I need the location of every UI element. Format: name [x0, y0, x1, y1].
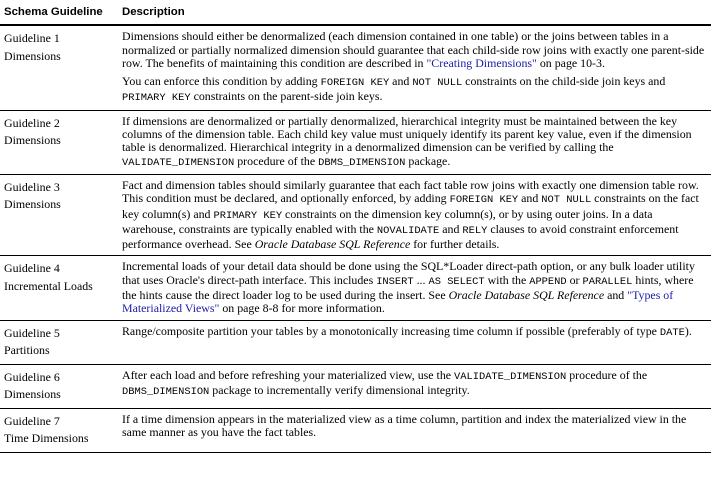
code-span: APPEND	[529, 275, 567, 288]
text-span: Incremental loads of your detail data should be done using the SQL*Loader direct-path option, or any bulk loader utility that uses Oracle's direct-path interface. This includes	[122, 259, 695, 287]
text-span: constraints on the child-side join keys and	[462, 74, 666, 89]
description-cell	[118, 256, 711, 320]
code-span: NOT NULL	[541, 194, 592, 207]
table-row	[0, 25, 711, 110]
description-paragraph	[122, 260, 707, 315]
table-row	[0, 256, 711, 320]
text-span: with the	[484, 272, 530, 287]
description-cell	[118, 320, 711, 364]
guideline-name: Incremental Loads	[4, 278, 93, 293]
guideline-cell	[0, 110, 118, 174]
guideline-number: Guideline 4	[4, 261, 60, 276]
description-paragraph	[122, 325, 707, 340]
description-paragraph	[122, 369, 707, 400]
text-span: constraints on the parent-side join keys.	[190, 89, 383, 104]
guideline-cell	[0, 408, 118, 452]
creating-dimensions-link[interactable]: "Creating Dimensions"	[426, 55, 537, 70]
code-span: AS SELECT	[428, 275, 485, 288]
guideline-number: Guideline 1	[4, 31, 60, 46]
guideline-name: Dimensions	[4, 48, 61, 63]
guideline-cell	[0, 364, 118, 408]
code-span: PARALLEL	[582, 275, 633, 288]
table-row	[0, 174, 711, 255]
description-paragraph	[122, 115, 707, 170]
code-span: DBMS_DIMENSION	[318, 156, 406, 169]
table-row	[0, 408, 711, 452]
guideline-number: Guideline 5	[4, 325, 60, 340]
table-row	[0, 110, 711, 174]
text-span: Range/composite partition your tables by a monotonically increasing time column if possible (preferably of type	[122, 323, 660, 338]
guideline-name: Dimensions	[4, 387, 61, 402]
text-span: hints, where the hints cause the direct loader log to be used during the insert. See	[122, 272, 694, 303]
description-paragraph	[122, 30, 707, 70]
description-cell	[118, 364, 711, 408]
column-header-description: Description	[118, 0, 711, 25]
text-span: Fact and dimension tables should similarly guarantee that each fact table row joins with exactly one dimension table row. This condition must be declared, and optionally enforced, by adding	[122, 177, 699, 206]
table-row	[0, 320, 711, 364]
code-span: RELY	[462, 224, 488, 237]
description-paragraph	[122, 75, 707, 106]
guideline-name: Dimensions	[4, 133, 61, 148]
guideline-name: Dimensions	[4, 197, 61, 212]
book-title: Oracle Database SQL Reference	[254, 237, 411, 252]
description-cell	[118, 25, 711, 110]
code-span: VALIDATE_DIMENSION	[122, 156, 235, 169]
text-span: or	[566, 272, 583, 287]
guideline-number: Guideline 2	[4, 115, 60, 130]
text-span: and	[518, 191, 542, 206]
guideline-number: Guideline 7	[4, 413, 60, 428]
code-span: PRIMARY KEY	[122, 92, 191, 105]
code-span: FOREIGN KEY	[449, 194, 519, 207]
book-title: Oracle Database SQL Reference	[448, 288, 605, 303]
text-span: procedure of the	[566, 367, 648, 382]
table-header-row	[0, 0, 711, 25]
text-span: clauses to avoid constraint enforcement performance overhead. See	[122, 221, 679, 252]
description-paragraph	[122, 179, 707, 251]
guideline-cell	[0, 25, 118, 110]
code-span: FOREIGN KEY	[320, 77, 390, 90]
text-span: for further details.	[410, 237, 500, 252]
guideline-number: Guideline 6	[4, 369, 60, 384]
description-cell	[118, 174, 711, 255]
text-span: Dimensions should either be denormalized (each dimension contained in one table) or the joins between tables in a normalized or partially normalized dimension should guarantee that each child-side row joins with exactly one parent-side row. The benefits of maintaining this condition are described in	[122, 29, 705, 70]
text-span: package.	[405, 153, 451, 168]
description-cell	[118, 110, 711, 174]
text-span: ...	[413, 272, 429, 287]
guideline-cell	[0, 320, 118, 364]
code-span: NOVALIDATE	[376, 224, 440, 237]
description-cell	[118, 408, 711, 452]
text-span: You can enforce this condition by adding	[122, 74, 321, 89]
text-span: and	[389, 74, 413, 89]
code-span: DBMS_DIMENSION	[122, 385, 210, 398]
table-row	[0, 364, 711, 408]
text-span: constraints on the fact key column(s) and	[122, 191, 699, 221]
text-span: constraints on the dimension key column(s), or by using outer joins. In a data warehouse, constraints are typically enabled with the	[122, 206, 653, 236]
code-span: PRIMARY KEY	[213, 209, 283, 222]
text-span: package to incrementally verify dimensional integrity.	[209, 382, 470, 397]
text-span: After each load and before refreshing your materialized view, use the	[122, 367, 455, 382]
text-span: procedure of the	[234, 153, 319, 168]
text-span: ).	[684, 323, 692, 338]
code-span: VALIDATE_DIMENSION	[454, 370, 567, 383]
types-of-materialized-views-link[interactable]: "Types of Materialized Views"	[122, 288, 674, 316]
text-span: on page 8-8 for more information.	[219, 301, 385, 316]
code-span: NOT NULL	[412, 77, 463, 90]
guideline-name: Partitions	[4, 343, 50, 358]
code-span: INSERT	[376, 275, 414, 288]
text-span: If a time dimension appears in the materialized view as a time column, partition and index the materialized view in the same manner as you have the fact tables.	[122, 411, 687, 439]
column-header-schema-guideline: Schema Guideline	[0, 0, 118, 25]
guideline-name: Time Dimensions	[4, 431, 89, 446]
text-span: on page 10-3.	[536, 55, 605, 70]
guideline-cell	[0, 174, 118, 255]
guideline-number: Guideline 3	[4, 179, 60, 194]
guideline-cell	[0, 256, 118, 320]
code-span: DATE	[659, 326, 685, 339]
description-paragraph	[122, 413, 707, 440]
text-span: If dimensions are denormalized or partially denormalized, hierarchical integrity must be maintained between the key columns of the dimension table. Each child key value must uniquely identify its parent key value, even if the dimension table is denormalized. Hierarchical integrity in a denormalized dimension can be verified by calling the	[122, 113, 692, 155]
text-span: and	[604, 288, 628, 303]
text-span: and	[439, 221, 463, 236]
